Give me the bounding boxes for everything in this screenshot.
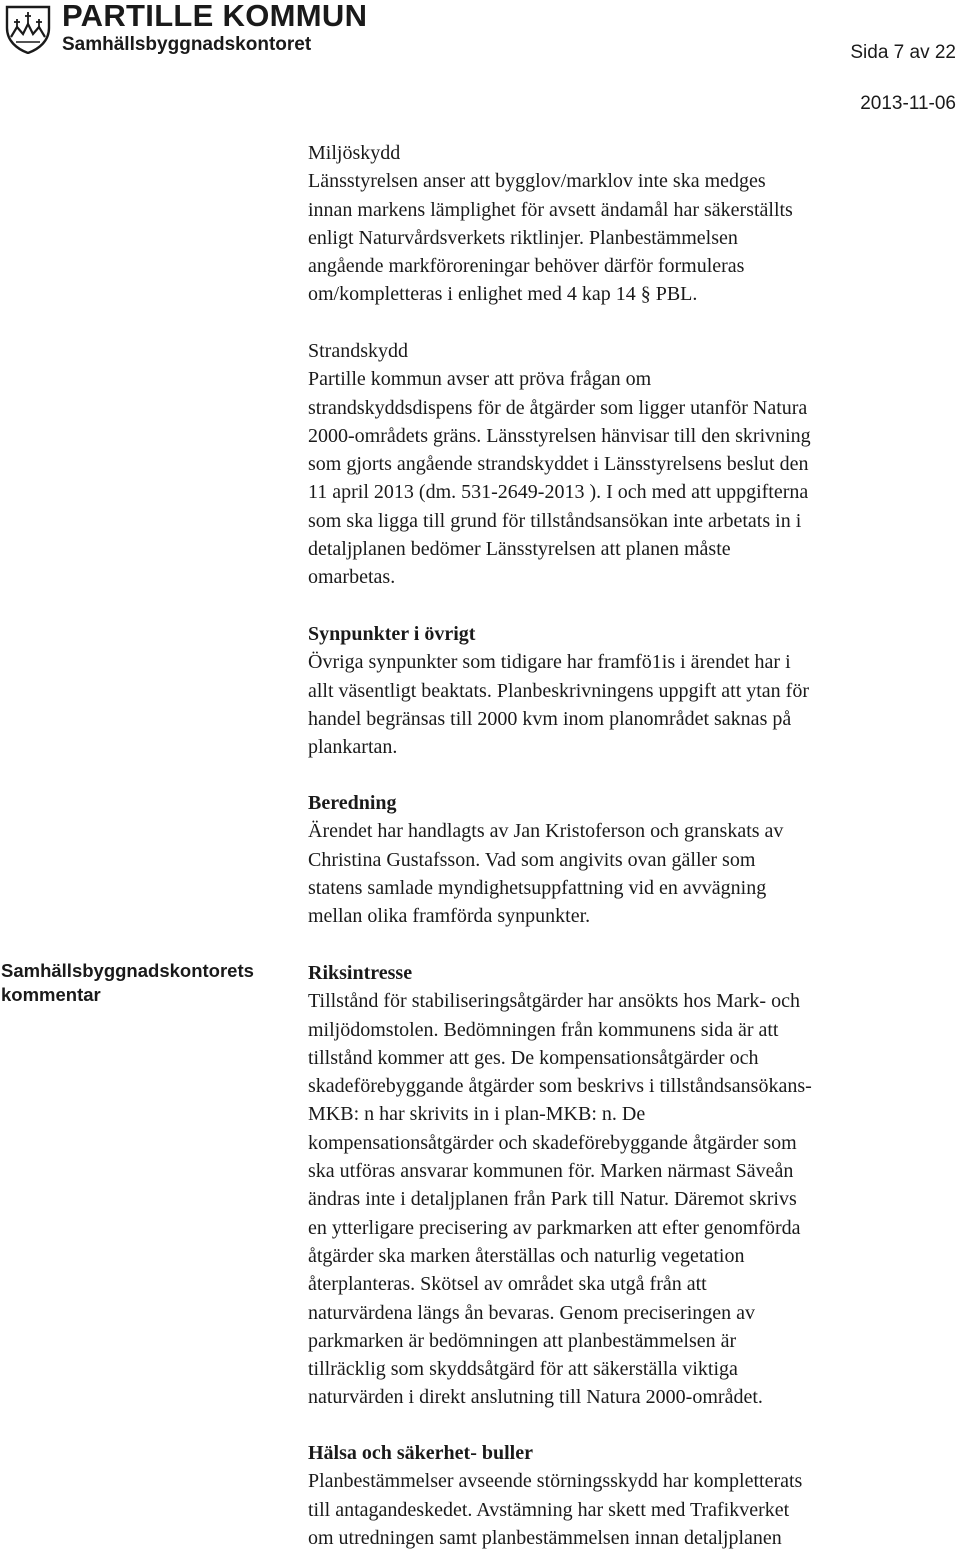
- body-line: om/kompletteras i enlighet med 4 kap 14 § PBL.: [308, 283, 698, 306]
- body-line: 2000-områdets gräns. Länsstyrelsen hänvisar till den skrivning: [308, 424, 811, 447]
- body-line: Planbestämmelser avseende störningsskydd har kompletterats: [308, 1470, 803, 1493]
- body-line: innan markens lämplighet för avsett ändamål har säkerställts: [308, 198, 793, 221]
- body-line: en ytterligare precisering av parkmarken att efter genomförda: [308, 1216, 801, 1239]
- body-line: omarbetas.: [308, 566, 396, 589]
- section-riksintresse: [308, 959, 948, 1412]
- department-name: Samhällsbyggnadskontoret: [62, 34, 312, 55]
- body-line: till antagandeskedet. Avstämning har skett med Trafikverket: [308, 1498, 790, 1521]
- body-line: 11 april 2013 (dm. 531-2649-2013 ). I och med att uppgifterna: [308, 481, 809, 504]
- body-line: allt väsentligt beaktats. Planbeskrivningens uppgift att ytan för: [308, 679, 810, 702]
- body-line: kompensationsåtgärder och skadeförebyggande åtgärder som: [308, 1131, 797, 1154]
- body-line: som ska ligga till grund för tillståndsansökan inte arbetats in i: [308, 509, 802, 532]
- side-label-line: Samhällsbyggnadskontorets: [1, 960, 254, 981]
- body-line: Övriga synpunkter som tidigare har framfö1is i ärendet har i: [308, 651, 791, 674]
- body-line: ändras inte i detaljplanen från Park till Natur. Däremot skrivs: [308, 1188, 797, 1211]
- section-beredning: [308, 789, 948, 930]
- body-line: MKB: n har skrivits in i plan-MKB: n. De: [308, 1103, 646, 1126]
- body-line: mellan olika framförda synpunkter.: [308, 905, 591, 928]
- body-line: parkmarken är bedömningen att planbestämmelsen är: [308, 1329, 737, 1352]
- document-date: 2013-11-06: [860, 93, 956, 114]
- body-line: statens samlade myndighetsuppfattning vid en avvägning: [308, 876, 767, 899]
- section-heading: Hälsa och säkerhet- buller: [308, 1442, 533, 1464]
- body-line: naturvärden i direkt anslutning till Natura 2000-området.: [308, 1386, 763, 1409]
- body-line: strandskyddsdispens för de åtgärder som ligger utanför Natura: [308, 396, 808, 419]
- page-number: Sida 7 av 22: [850, 42, 956, 63]
- section-synpunkter: [308, 620, 948, 761]
- body-line: åtgärder ska marken återställas och naturlig vegetation: [308, 1244, 745, 1267]
- body-line: miljödomstolen. Bedömningen från kommunens sida är att: [308, 1018, 779, 1041]
- section-heading: Strandskydd: [308, 340, 408, 362]
- body-line: plankartan.: [308, 736, 398, 759]
- body-line: handel begränsas till 2000 kvm inom planområdet saknas på: [308, 707, 792, 730]
- section-heading: Riksintresse: [308, 962, 413, 984]
- body-line: Partille kommun avser att pröva frågan om: [308, 368, 652, 391]
- section-heading: Miljöskydd: [308, 142, 401, 164]
- organization-name: PARTILLE KOMMUN: [62, 0, 368, 33]
- section-strandskydd: [308, 337, 948, 592]
- section-halsa-sakerhet: [308, 1439, 948, 1552]
- body-line: tillräcklig som skyddsåtgärd för att säkerställa viktiga: [308, 1358, 738, 1381]
- body-line: ska utföras ansvarar kommunen för. Marken närmast Säveån: [308, 1160, 794, 1183]
- body-line: Ärendet har handlagts av Jan Kristoferson och granskats av: [308, 820, 784, 843]
- body-line: Tillstånd för stabiliseringsåtgärder har ansökts hos Mark- och: [308, 990, 800, 1013]
- body-line: tillstånd kommer att ges. De kompensationsåtgärder och: [308, 1046, 759, 1069]
- side-label-line: kommentar: [1, 984, 101, 1005]
- partille-coat-of-arms-icon: [4, 4, 52, 54]
- body-line: angående markföroreningar behöver därför formuleras: [308, 255, 745, 278]
- body-line: om utredningen samt planbestämmelsen innan detaljplanen: [308, 1526, 782, 1549]
- body-line: detaljplanen bedömer Länsstyrelsen att planen måste: [308, 538, 731, 561]
- body-line: återplanteras. Skötsel av området ska utgå från att: [308, 1273, 707, 1296]
- body-line: enligt Naturvårdsverkets riktlinjer. Planbestämmelsen: [308, 226, 738, 249]
- section-heading: Beredning: [308, 792, 397, 814]
- body-line: naturvärdena längs ån bevaras. Genom preciseringen av: [308, 1301, 756, 1324]
- side-label: [1, 959, 291, 1007]
- body-line: Länsstyrelsen anser att bygglov/marklov inte ska medges: [308, 170, 766, 193]
- body-line: skadeförebyggande åtgärder som beskrivs i tillståndsansökans-: [308, 1075, 812, 1098]
- body-line: Christina Gustafsson. Vad som angivits ovan gäller som: [308, 848, 756, 871]
- section-miljoskydd: [308, 139, 948, 309]
- body-line: som gjorts angående strandskyddet i Länsstyrelsens beslut den: [308, 453, 809, 476]
- section-heading: Synpunkter i övrigt: [308, 623, 476, 645]
